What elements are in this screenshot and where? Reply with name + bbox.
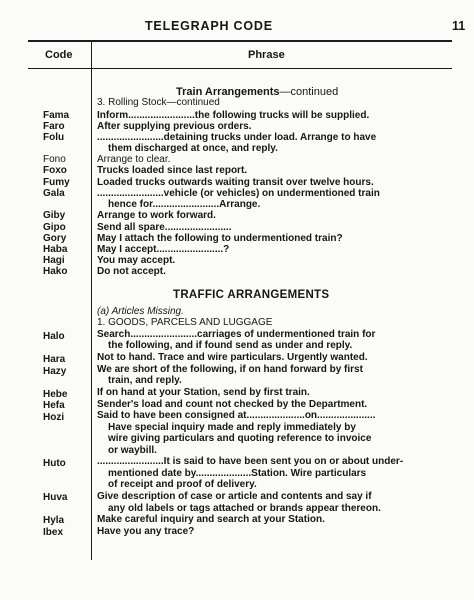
phrase-line: Have special inquiry made and reply immediately by (108, 422, 356, 433)
column-divider (91, 40, 92, 560)
telegraph-code: Gala (43, 188, 65, 199)
phrase-line: Arrange to clear. (97, 154, 171, 165)
telegraph-code: Gory (43, 233, 67, 244)
telegraph-code: Gipo (43, 222, 66, 233)
telegraph-code: Haba (43, 244, 68, 255)
phrase-line: Not to hand. Trace and wire particulars. Urgently wanted. (97, 352, 368, 363)
telegraph-code: Ibex (43, 527, 64, 538)
phrase-line: Said to have been consigned at.....................on..................... (97, 410, 376, 421)
telegraph-code: Hara (43, 354, 66, 365)
phrase-line: of receipt and proof of delivery. (108, 479, 257, 490)
phrase-line: Search........................carriages of undermentioned train for (97, 329, 376, 340)
phrase-line: Loaded trucks outwards waiting transit over twelve hours. (97, 177, 374, 188)
phrase-line: May I attach the following to undermentioned train? (97, 233, 343, 244)
phrase-line: Arrange to work forward. (97, 210, 216, 221)
subheading-goods-parcels: 1. GOODS, PARCELS AND LUGGAGE (97, 317, 273, 328)
phrase-line: May I accept........................? (97, 244, 230, 255)
column-header-code: Code (45, 49, 73, 61)
telegraph-code: Fama (43, 110, 70, 121)
section-heading-traffic-arrangements: TRAFFIC ARRANGEMENTS (173, 289, 330, 301)
phrase-line: wire giving particulars and quoting reference to invoice (108, 433, 372, 444)
telegraph-code: Huto (43, 458, 66, 469)
phrase-line: train, and reply. (108, 375, 182, 386)
phrase-line: You may accept. (97, 255, 176, 266)
telegraph-code: Hako (43, 266, 68, 277)
telegraph-code: Huva (43, 492, 68, 503)
phrase-line: ........................vehicle (or vehicles) on undermentioned train (97, 188, 380, 199)
phrase-line: We are short of the following, if on hand forward by first (97, 364, 363, 375)
phrase-line: Make careful inquiry and search at your Station. (97, 514, 325, 525)
telegraph-code: Hyla (43, 515, 65, 526)
phrase-line: hence for........................Arrange. (108, 199, 261, 210)
phrase-line: Do not accept. (97, 266, 166, 277)
page-title: TELEGRAPH CODE (145, 19, 273, 33)
section-title: Train Arrangements (176, 86, 280, 98)
column-header-phrase: Phrase (248, 49, 285, 61)
telegraph-code: Foxo (43, 165, 67, 176)
subheading-articles-missing: (a) Articles Missing. (97, 306, 184, 317)
telegraph-code: Fono (43, 154, 66, 165)
subheading-rolling-stock: 3. Rolling Stock—continued (97, 97, 220, 108)
phrase-line: Trucks loaded since last report. (97, 165, 248, 176)
phrase-line: the following, and if found send as under and reply. (108, 340, 353, 351)
phrase-line: them discharged at once, and reply. (108, 143, 278, 154)
phrase-line: Sender's load and count not checked by the Department. (97, 399, 368, 410)
telegraph-code: Hagi (43, 255, 65, 266)
phrase-line: Inform........................the following trucks will be supplied. (97, 110, 370, 121)
phrase-line: Have you any trace? (97, 526, 195, 537)
telegraph-code: Halo (43, 331, 65, 342)
phrase-line: ........................It is said to have been sent you on or about under- (97, 456, 404, 467)
telegraph-code: Hazy (43, 366, 67, 377)
telegraph-code: Hozi (43, 412, 65, 423)
phrase-line: Give description of case or article and contents and say if (97, 491, 372, 502)
phrase-line: ........................detaining trucks under load. Arrange to have (97, 132, 377, 143)
phrase-line: After supplying previous orders. (97, 121, 252, 132)
phrase-line: Send all spare........................ (97, 222, 232, 233)
phrase-line: mentioned date by....................Station. Wire particulars (108, 468, 367, 479)
telegraph-code: Giby (43, 210, 66, 221)
page-number: 11 (452, 19, 466, 33)
telegraph-code: Hefa (43, 400, 65, 411)
phrase-line: any old labels or tags attached or brands appear thereon. (108, 503, 381, 514)
telegraph-code: Fumy (43, 177, 70, 188)
telegraph-code: Folu (43, 132, 65, 143)
phrase-line: or waybill. (108, 445, 157, 456)
telegraph-code: Faro (43, 121, 65, 132)
phrase-line: If on hand at your Station, send by first train. (97, 387, 310, 398)
section-title-suffix: —continued (279, 86, 339, 98)
telegraph-code: Hebe (43, 389, 68, 400)
